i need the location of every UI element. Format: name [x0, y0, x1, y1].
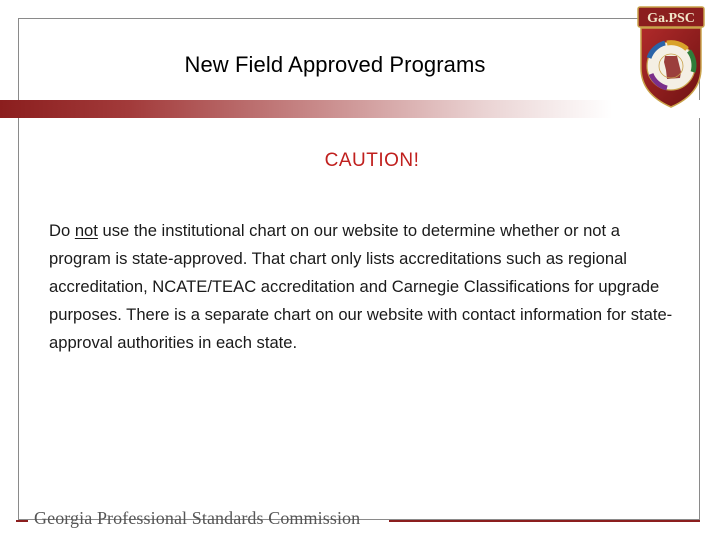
caution-paragraph	[49, 217, 679, 357]
footer-organization: Georgia Professional Standards Commission	[34, 508, 361, 528]
slide-title: New Field Approved Programs	[184, 52, 486, 77]
caution-heading: CAUTION!	[324, 150, 420, 171]
gapsc-seal-icon	[637, 6, 705, 108]
seal-label: Ga.PSC	[647, 11, 695, 26]
footer-rule-left	[16, 520, 28, 522]
footer-rule-right	[389, 520, 700, 522]
footer	[0, 506, 720, 536]
underlined-not: not	[74, 221, 98, 240]
paragraph-rest: use the institutional chart on our website to determine whether or not a program is state-approved. That chart only lists accreditations such as regional accreditation, NCATE/TEAC accreditation and Carnegie Classifications for upgrade purposes. There is a separate chart on our website with contact information for state-approval authorities in each state.	[49, 221, 673, 352]
paragraph-prefix: Do	[49, 221, 75, 240]
header-gradient-bar	[0, 100, 712, 118]
